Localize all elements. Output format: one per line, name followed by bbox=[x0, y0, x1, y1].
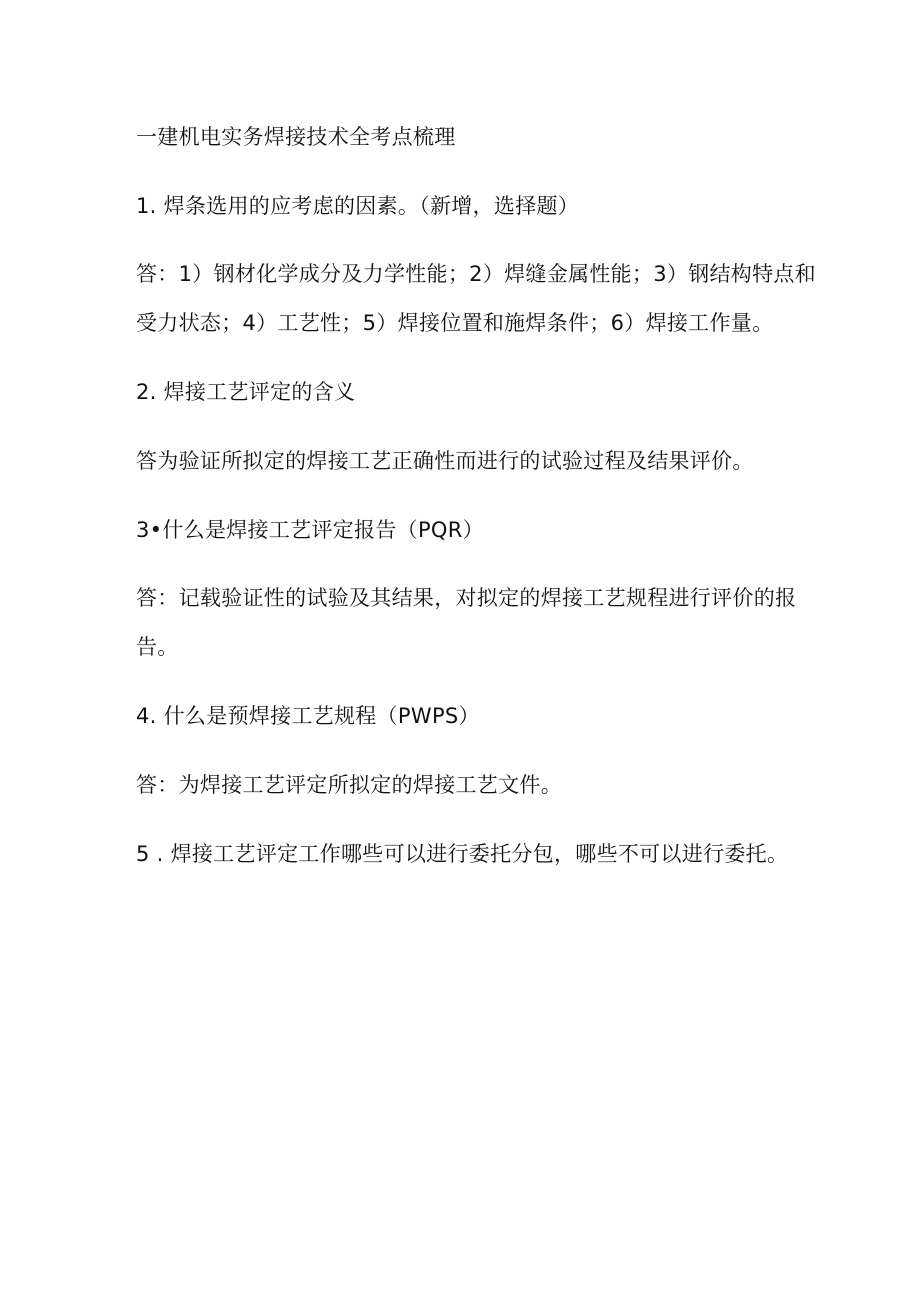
document-title: 一建机电实务焊接技术全考点梳理 bbox=[136, 125, 456, 149]
section-1-answer: 答：1）钢材化学成分及力学性能；2）焊缝金属性能；3）钢结构特点和受力状态；4）工艺性；5）焊接位置和施焊条件；6）焊接工作量。 bbox=[136, 262, 816, 335]
section-4-question-block bbox=[136, 699, 816, 733]
section-5-question-block bbox=[136, 837, 816, 871]
section-5-question: 5 . 焊接工艺评定工作哪些可以进行委托分包，哪些不可以进行委托。 bbox=[136, 842, 789, 866]
section-3-answer-block bbox=[136, 574, 816, 672]
section-3-answer: 答：记载验证性的试验及其结果，对拟定的焊接工艺规程进行评价的报告。 bbox=[136, 586, 797, 659]
section-3-question-block bbox=[136, 513, 816, 547]
section-1-answer-block bbox=[136, 250, 816, 348]
document-title-block bbox=[136, 120, 816, 154]
section-2-question: 2. 焊接工艺评定的含义 bbox=[136, 380, 356, 404]
document-body bbox=[136, 120, 816, 906]
section-2-question-block bbox=[136, 375, 816, 409]
section-1-question-block bbox=[136, 189, 816, 223]
section-4-question: 4. 什么是预焊接工艺规程（PWPS） bbox=[136, 704, 480, 728]
section-4-answer: 答：为焊接工艺评定所拟定的焊接工艺文件。 bbox=[136, 773, 562, 797]
section-1-question: 1. 焊条选用的应考虑的因素。（新增，选择题） bbox=[136, 194, 580, 218]
section-2-answer-block bbox=[136, 444, 816, 478]
section-3-question: 3•什么是焊接工艺评定报告（PQR） bbox=[136, 518, 484, 542]
section-4-answer-block bbox=[136, 768, 816, 802]
section-2-answer: 答为验证所拟定的焊接工艺正确性而进行的试验过程及结果评价。 bbox=[136, 449, 754, 473]
